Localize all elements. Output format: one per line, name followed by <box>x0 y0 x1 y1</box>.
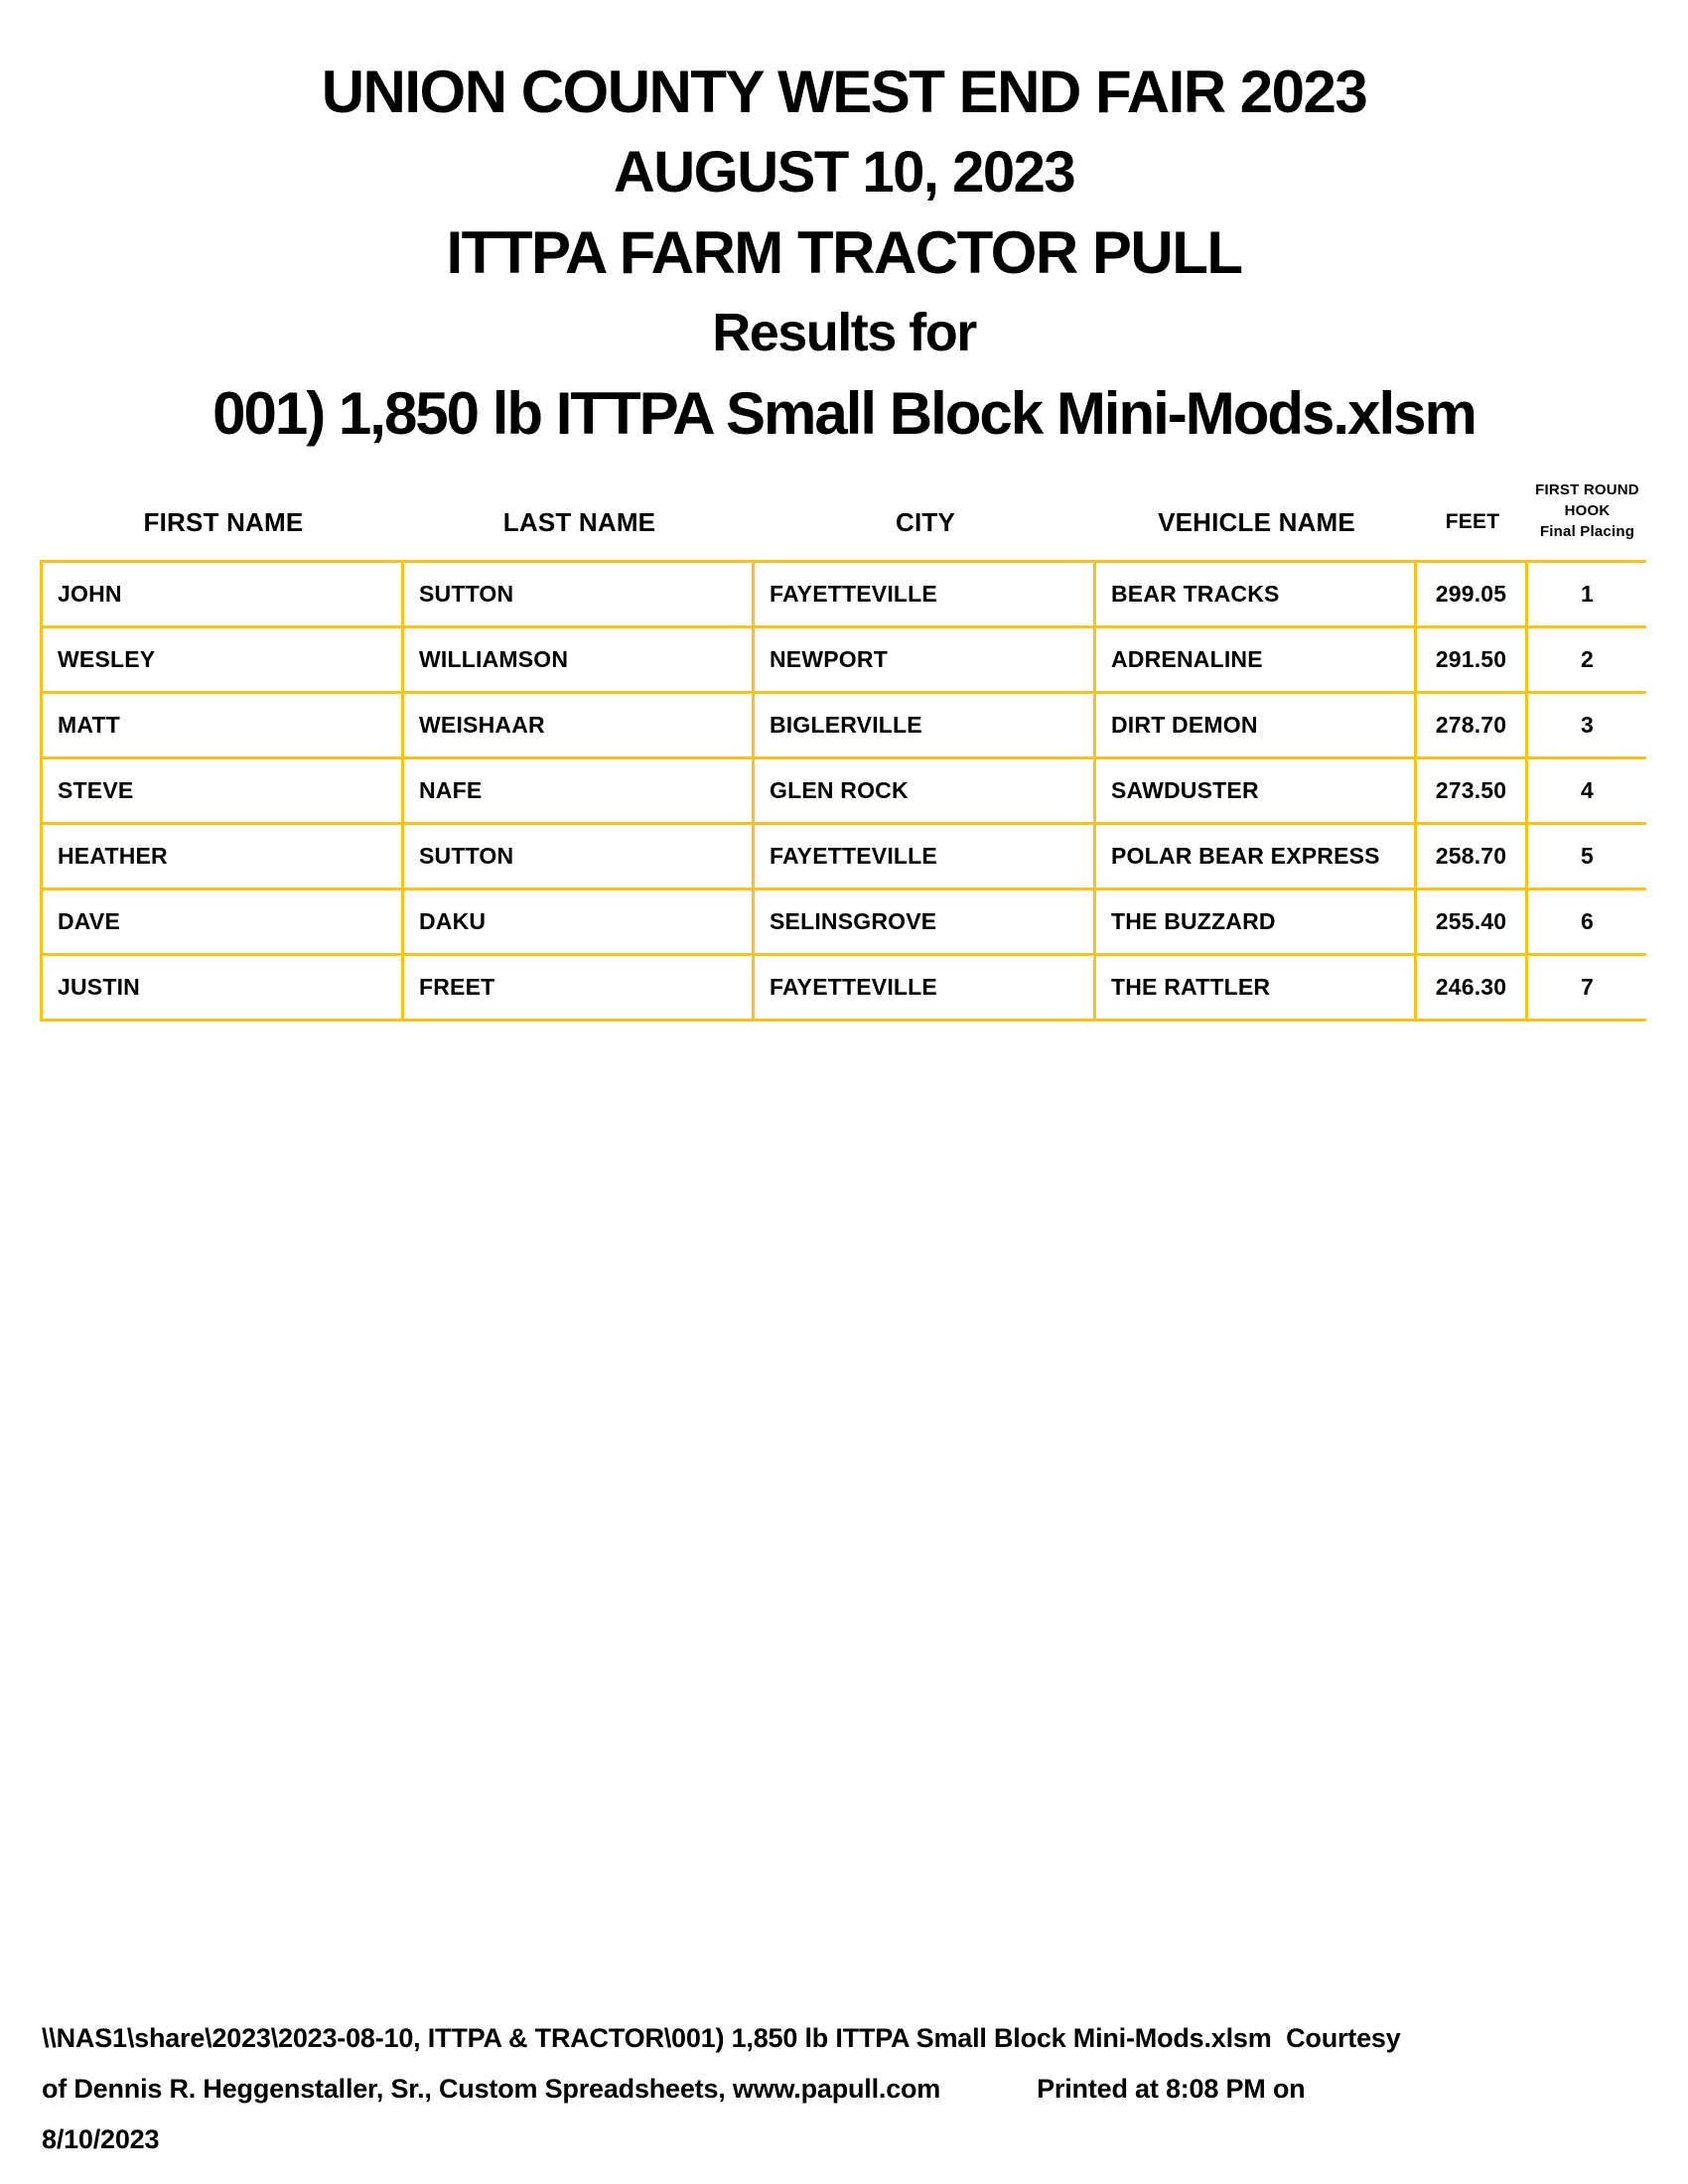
last-name-cell: NAFE <box>404 759 755 822</box>
vehicle-name-cell: POLAR BEAR EXPRESS <box>1096 825 1417 887</box>
last-name-cell: DAKU <box>404 890 755 953</box>
footer-printed-at: Printed at 8:08 PM on <box>1037 2074 1306 2104</box>
last-name-cell: SUTTON <box>404 825 755 887</box>
first-name-cell: JUSTIN <box>43 956 404 1019</box>
feet-cell: 278.70 <box>1417 694 1528 756</box>
table-row <box>43 563 1646 628</box>
document-title-block <box>0 0 1688 454</box>
vehicle-name-cell: THE BUZZARD <box>1096 890 1417 953</box>
document-footer <box>42 2013 1650 2165</box>
city-cell: BIGLERVILLE <box>755 694 1096 756</box>
vehicle-name-cell: DIRT DEMON <box>1096 694 1417 756</box>
feet-cell: 255.40 <box>1417 890 1528 953</box>
table-row <box>43 694 1646 759</box>
last-name-cell: SUTTON <box>404 563 755 625</box>
last-name-cell: WILLIAMSON <box>404 628 755 691</box>
feet-cell: 291.50 <box>1417 628 1528 691</box>
last-name-cell: WEISHAAR <box>404 694 755 756</box>
column-header-city: CITY <box>895 507 956 537</box>
column-header-hook-line3: Final Placing <box>1539 523 1635 540</box>
first-name-cell: MATT <box>43 694 404 756</box>
city-cell: FAYETTEVILLE <box>755 825 1096 887</box>
table-row <box>43 628 1646 694</box>
column-header-hook-line1: FIRST ROUND <box>1535 481 1639 498</box>
city-cell: FAYETTEVILLE <box>755 563 1096 625</box>
first-name-cell: JOHN <box>43 563 404 625</box>
placing-cell: 5 <box>1581 843 1594 869</box>
table-row <box>43 890 1646 956</box>
placing-cell: 2 <box>1581 646 1594 672</box>
vehicle-name-cell: THE RATTLER <box>1096 956 1417 1019</box>
vehicle-name-cell: ADRENALINE <box>1096 628 1417 691</box>
vehicle-name-cell: BEAR TRACKS <box>1096 563 1417 625</box>
table-row <box>43 956 1646 1022</box>
first-name-cell: STEVE <box>43 759 404 822</box>
footer-credit-text: of Dennis R. Heggenstaller, Sr., Custom Spreadsheets, www.papull.com <box>42 2074 941 2104</box>
results-label: Results for <box>712 303 976 362</box>
placing-cell: 6 <box>1581 908 1594 934</box>
column-header-last-name: LAST NAME <box>502 507 656 537</box>
column-header-vehicle-name: VEHICLE NAME <box>1158 507 1355 537</box>
column-header-first-round-hook <box>1528 479 1646 544</box>
placing-cell: 1 <box>1581 581 1594 607</box>
vehicle-name-cell: SAWDUSTER <box>1096 759 1417 822</box>
table-header-row <box>43 479 1646 544</box>
event-name: ITTPA FARM TRACTOR PULL <box>446 219 1242 286</box>
event-date: AUGUST 10, 2023 <box>613 140 1075 205</box>
city-cell: FAYETTEVILLE <box>755 956 1096 1019</box>
column-header-first-name: FIRST NAME <box>143 507 304 537</box>
first-name-cell: WESLEY <box>43 628 404 691</box>
class-title: 001) 1,850 lb ITTPA Small Block Mini-Mods.xlsm <box>212 380 1476 447</box>
first-name-cell: HEATHER <box>43 825 404 887</box>
placing-cell: 7 <box>1581 974 1594 1000</box>
city-cell: NEWPORT <box>755 628 1096 691</box>
feet-cell: 258.70 <box>1417 825 1528 887</box>
event-title: UNION COUNTY WEST END FAIR 2023 <box>321 59 1367 125</box>
feet-cell: 246.30 <box>1417 956 1528 1019</box>
city-cell: GLEN ROCK <box>755 759 1096 822</box>
placing-cell: 4 <box>1581 777 1594 803</box>
column-header-hook-line2: HOOK <box>1564 502 1611 519</box>
city-cell: SELINSGROVE <box>755 890 1096 953</box>
footer-credit-line <box>42 2064 1650 2115</box>
feet-cell: 299.05 <box>1417 563 1528 625</box>
column-header-feet: FEET <box>1445 510 1500 533</box>
feet-cell: 273.50 <box>1417 759 1528 822</box>
footer-filepath-line: \\NAS1\share\2023\2023-08-10, ITTPA & TRACTOR\001) 1,850 lb ITTPA Small Block Mini-Mods.xlsm Courtesy <box>42 2023 1401 2053</box>
footer-print-date: 8/10/2023 <box>42 2124 160 2154</box>
placing-cell: 3 <box>1581 712 1594 738</box>
last-name-cell: FREET <box>404 956 755 1019</box>
results-table <box>40 560 1646 1022</box>
first-name-cell: DAVE <box>43 890 404 953</box>
table-row <box>43 825 1646 890</box>
table-row <box>43 759 1646 825</box>
